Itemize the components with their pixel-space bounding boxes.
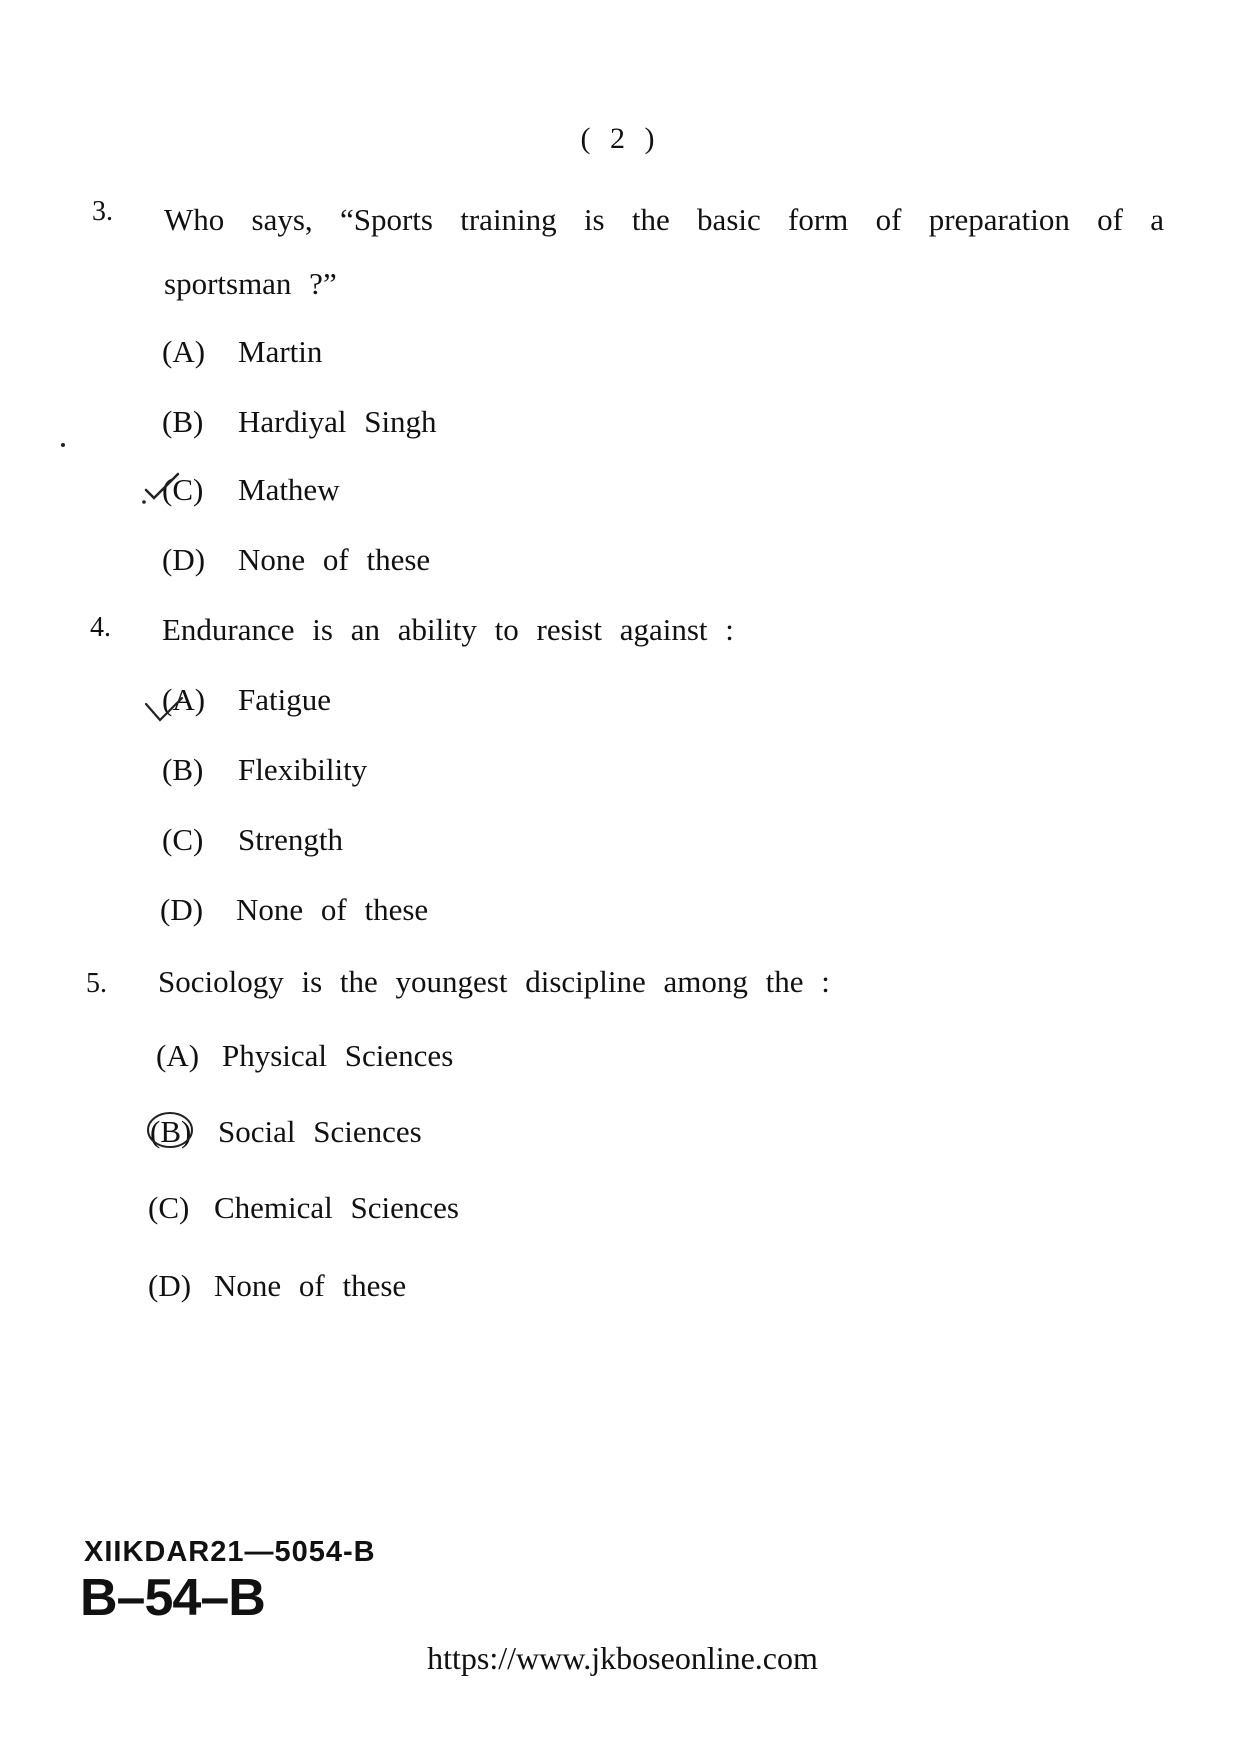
option-d: [148, 1268, 406, 1304]
option-letter: (D): [148, 1268, 192, 1303]
option-text: Social Sciences: [218, 1114, 422, 1149]
source-url: [0, 1640, 1241, 1677]
option-text: Mathew: [238, 472, 340, 507]
tick-mark-icon: [142, 692, 188, 726]
option-text: Hardiyal Singh: [238, 404, 437, 439]
option-letter: (C): [162, 822, 204, 857]
option-b: [162, 752, 367, 788]
option-a: [156, 1038, 453, 1074]
option-a: [162, 334, 322, 370]
question-number: 4.: [90, 612, 111, 643]
option-c: [162, 472, 340, 508]
option-letter: (A): [162, 682, 206, 717]
option-text: Fatigue: [238, 682, 331, 717]
option-d: [160, 892, 428, 928]
option-letter: (B): [150, 1114, 192, 1149]
option-letter: (A): [156, 1038, 200, 1073]
option-text: Chemical Sciences: [214, 1190, 459, 1225]
option-text: None of these: [238, 542, 431, 577]
option-b: [162, 404, 437, 440]
series-code: B–54–B: [80, 1569, 265, 1627]
option-text: Physical Sciences: [222, 1038, 454, 1073]
question-number: 5.: [86, 968, 107, 999]
option-c: [148, 1190, 459, 1226]
stray-mark-icon: [58, 440, 68, 450]
option-letter: (A): [162, 334, 206, 369]
question-text-line-1: Who says, “Sports training is the basic form of preparation of a: [164, 202, 1164, 237]
circle-mark-icon: [142, 1108, 198, 1152]
option-c: [162, 822, 343, 858]
option-text: Martin: [238, 334, 323, 369]
option-letter: (C): [148, 1190, 190, 1225]
option-d: [162, 542, 430, 578]
option-text: None of these: [214, 1268, 407, 1303]
option-text: Flexibility: [238, 752, 368, 787]
question-text-line-1: Endurance is an ability to resist against :: [162, 612, 734, 647]
question-text-line-2: sportsman ?”: [164, 266, 337, 301]
option-text: None of these: [236, 892, 429, 927]
option-letter: (C): [162, 472, 204, 507]
option-letter: (B): [162, 404, 204, 439]
source-url-text: https://www.jkboseonline.com: [427, 1640, 818, 1676]
option-letter: (D): [162, 542, 206, 577]
option-letter: (B): [162, 752, 204, 787]
page-number: ( 2 ): [580, 122, 661, 155]
tick-mark-icon: [140, 468, 184, 508]
question-number: 3.: [92, 196, 113, 227]
option-letter: (D): [160, 892, 204, 927]
paper-code: XIIKDAR21—5054-B: [84, 1536, 376, 1568]
question-text-line-1: Sociology is the youngest discipline among the :: [158, 964, 830, 999]
option-text: Strength: [238, 822, 344, 857]
